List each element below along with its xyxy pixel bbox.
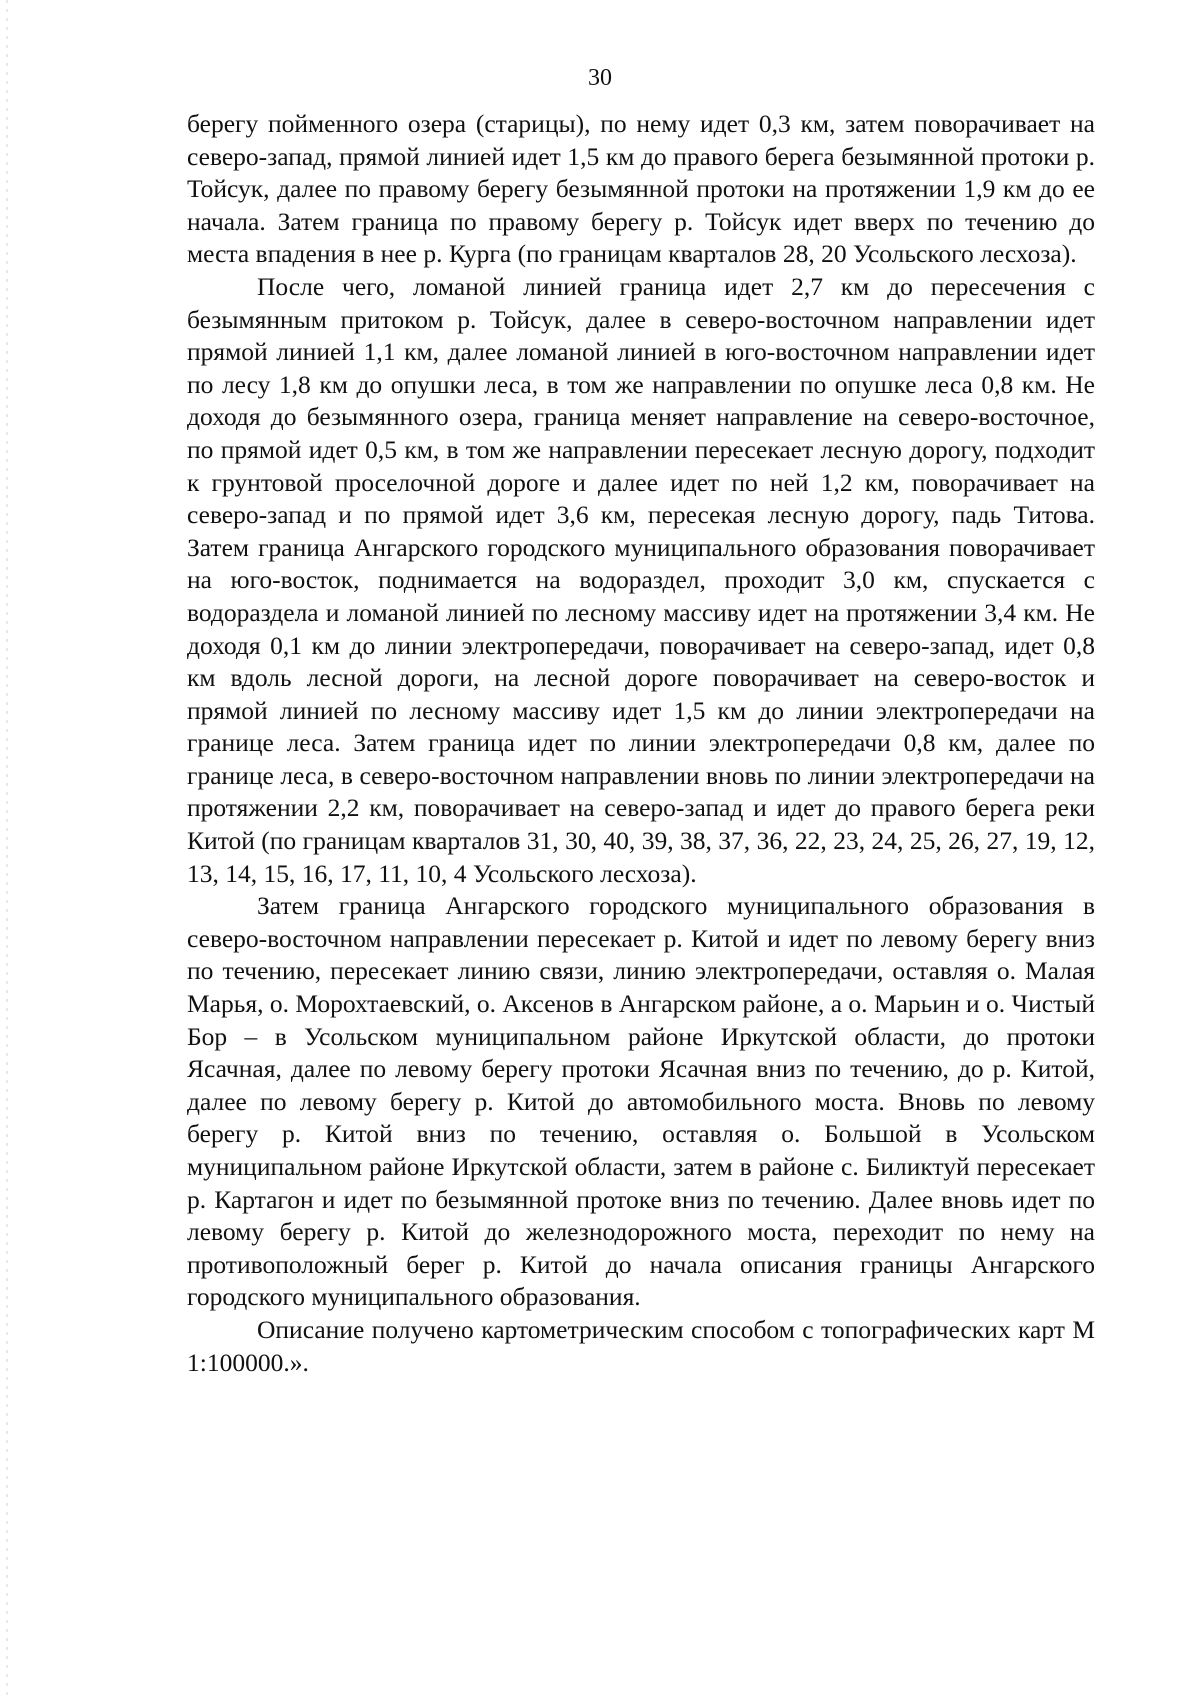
document-body <box>187 108 1095 1379</box>
paragraph-method-note: Описание получено картометрическим способом с топографических карт М 1:100000.». <box>187 1314 1095 1377</box>
page-number: 30 <box>588 65 612 91</box>
paragraph-kitoy-river-boundary: Затем граница Ангарского городского муниципального образования в северо-восточном направлении пересекает р. Китой и идет по левому берегу вниз по течению, пересекает линию связи, линию электропередачи, оставляя о. Малая Марья, о. Морохтаевский, о. Аксенов в Ангарском районе, а о. Марьин и о. Чистый Бор – в Усольском муниципальном районе Иркутской области, до протоки Ясачная, далее по левому берегу протоки Ясачная вниз по течению, до р. Китой, далее по левому берегу р. Китой до автомобильного моста. Вновь по левому берегу р. Китой вниз по течению, оставляя о. Большой в Усольском муниципальном районе Иркутской области, затем в районе с. Биликтуй пересекает р. Картагон и идет по безымянной протоке вниз по течению. Далее вновь идет по левому берегу р. Китой до железнодорожного моста, переходит по нему на противоположный берег р. Китой до начала описания границы Ангарского городского муниципального образования. <box>187 891 1095 1312</box>
paragraph-continuation: берегу пойменного озера (старицы), по нему идет 0,3 км, затем поворачивает на северо-запад, прямой линией идет 1,5 км до правого берега безымянной протоки р. Тойсук, далее по правому берегу безымянной протоки на протяжении 1,9 км до ее начала. Затем граница по правому берегу р. Тойсук идет вверх по течению до места впадения в нее р. Курга (по границам кварталов 28, 20 Усольского лесхоза). <box>187 109 1095 269</box>
scan-edge-artifact <box>6 0 8 1695</box>
paragraph-boundary-description: После чего, ломаной линией граница идет 2,7 км до пересечения с безымянным притоком р. Тойсук, далее в северо-восточном направлении идет прямой линией 1,1 км, далее ломаной линией в юго-восточном направлении идет по лесу 1,8 км до опушки леса, в том же направлении по опушке леса 0,8 км. Не доходя до безымянного озера, граница меняет направление на северо-восточное, по прямой идет 0,5 км, в том же направлении пересекает лесную дорогу, подходит к грунтовой проселочной дороге и далее идет по ней 1,2 км, поворачивает на северо-запад и по прямой идет 3,6 км, пересекая лесную дорогу, падь Титова. Затем граница Ангарского городского муниципального образования поворачивает на юго-восток, поднимается на водораздел, проходит 3,0 км, спускается с водораздела и ломаной линией по лесному массиву идет на протяжении 3,4 км. Не доходя 0,1 км до линии электропередачи, поворачивает на северо-запад, идет 0,8 км вдоль лесной дороги, на лесной дороге поворачивает на северо-восток и прямой линией по лесному массиву идет 1,5 км до линии электропередачи на границе леса. Затем граница идет по линии электропередачи 0,8 км, далее по границе леса, в северо-восточном направлении вновь по линии электропередачи на протяжении 2,2 км, поворачивает на северо-запад и идет до правого берега реки Китой (по границам кварталов 31, 30, 40, 39, 38, 37, 36, 22, 23, 24, 25, 26, 27, 19, 12, 13, 14, 15, 16, 17, 11, 10, 4 Усольского лесхоза). <box>187 271 1095 888</box>
